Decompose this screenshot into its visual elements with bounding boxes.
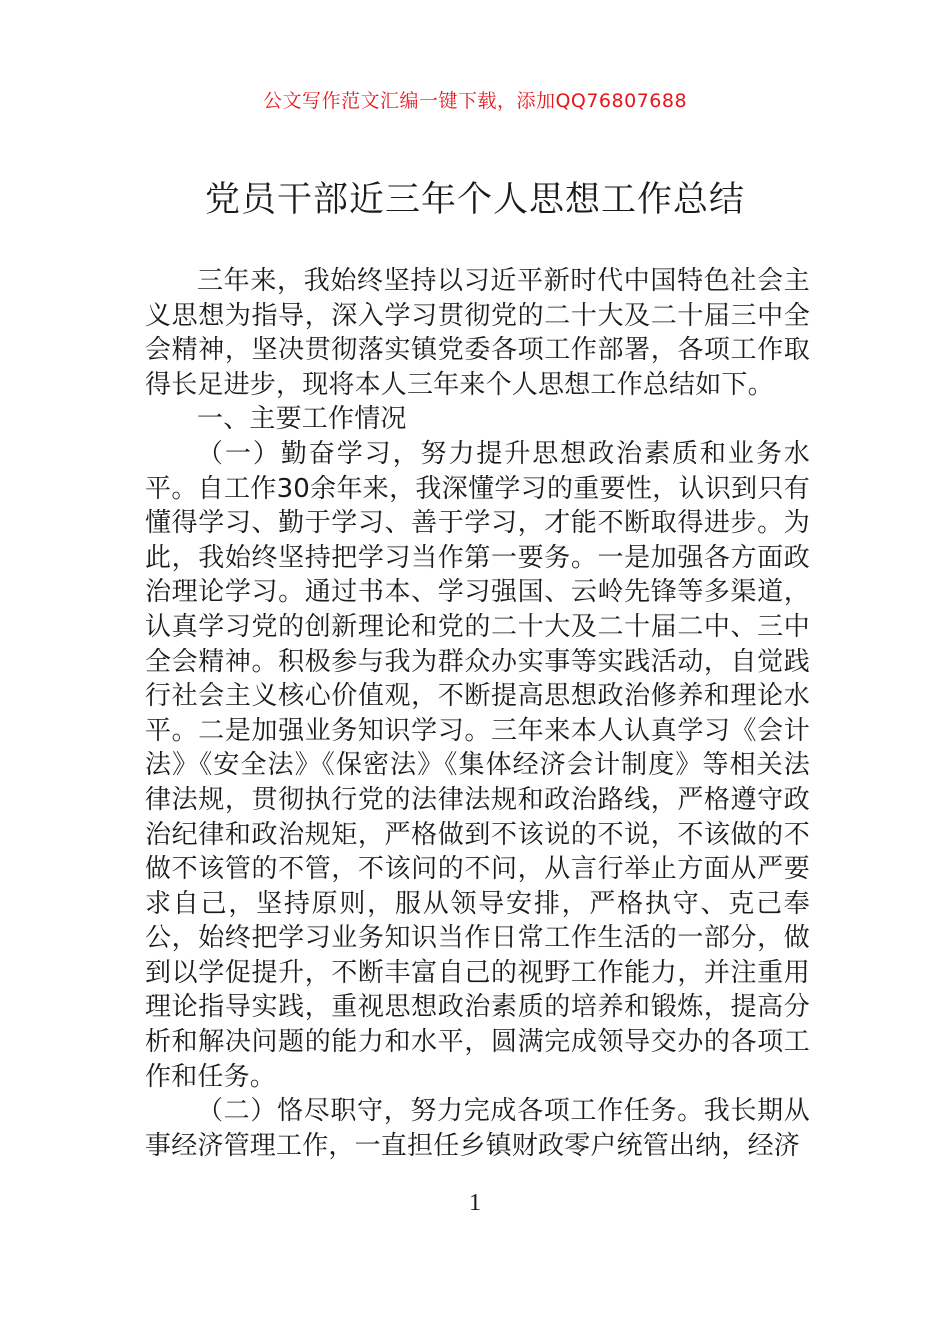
body-paragraph: （二）恪尽职守，努力完成各项工作任务。我长期从事经济管理工作，一直担任乡镇财政零户统管出纳，经济	[145, 1096, 810, 1161]
header-download-note: 公文写作范文汇编一键下载，添加QQ76807688	[262, 90, 688, 112]
document-body	[145, 264, 810, 1163]
section-heading: 一、主要工作情况	[197, 404, 407, 435]
intro-paragraph: 三年来，我始终坚持以习近平新时代中国特色社会主义思想为指导，深入学习贯彻党的二十大及二十届三中全会精神，坚决贯彻落实镇党委各项工作部署，各项工作取得长足进步，现将本人三年来个人思想工作总结如下。	[145, 266, 810, 400]
document-title: 党员干部近三年个人思想工作总结	[204, 180, 745, 220]
page-number: 1	[469, 1190, 481, 1216]
body-paragraph: （一）勤奋学习，努力提升思想政治素质和业务水平。自工作30余年来，我深懂学习的重要性，认识到只有懂得学习、勤于学习、善于学习，才能不断取得进步。为此，我始终坚持把学习当作第一要务。一是加强各方面政治理论学习。通过书本、学习强国、云岭先锋等多渠道，认真学习党的创新理论和党的二十大及二十届二中、三中全会精神。积极参与我为群众办实事等实践活动，自觉践行社会主义核心价值观，不断提高思想政治修养和理论水平。二是加强业务知识学习。三年来本人认真学习《会计法》《安全法》《保密法》《集体经济会计制度》等相关法律法规，贯彻执行党的法律法规和政治路线，严格遵守政治纪律和政治规矩，严格做到不该说的不说，不该做的不做不该管的不管，不该问的不问，从言行举止方面从严要求自己，坚持原则，服从领导安排，严格执守、克己奉公，始终把学习业务知识当作日常工作生活的一部分，做到以学促提升，不断丰富自己的视野工作能力，并注重用理论指导实践，重视思想政治素质的培养和锻炼，提高分析和解决问题的能力和水平，圆满完成领导交办的各项工作和任务。	[145, 438, 810, 1092]
